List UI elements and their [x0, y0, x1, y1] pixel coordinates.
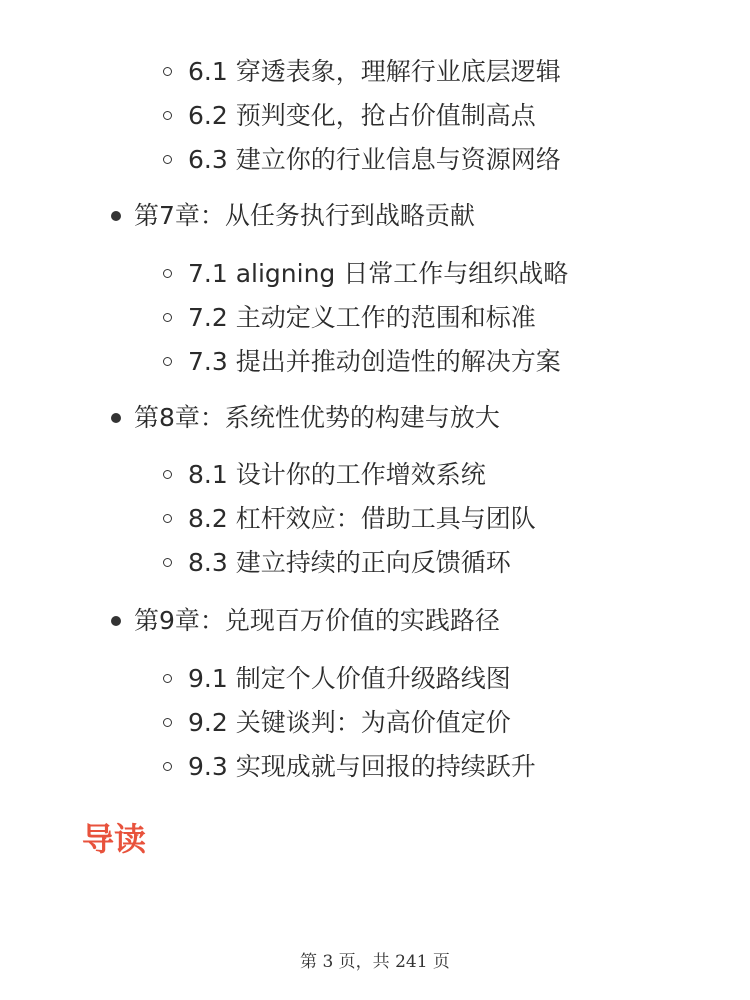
section-heading-introduction: 导读	[82, 820, 147, 858]
toc-section-9-3[interactable]	[0, 745, 750, 789]
section-label: 7.3 提出并推动创造性的解决方案	[188, 347, 561, 376]
hollow-bullet-icon	[163, 313, 172, 322]
toc-section-7-2[interactable]	[0, 296, 750, 340]
toc-section-7-1[interactable]	[0, 252, 750, 296]
hollow-bullet-icon	[163, 155, 172, 164]
toc-section-6-1[interactable]	[0, 50, 750, 94]
section-label: 9.2 关键谈判：为高价值定价	[188, 708, 511, 737]
toc-section-7-3[interactable]	[0, 340, 750, 384]
toc-section-9-2[interactable]	[0, 701, 750, 745]
chapter-8-sections	[0, 453, 750, 585]
section-label: 8.2 杠杆效应：借助工具与团队	[188, 504, 536, 533]
toc-chapter-7[interactable]	[0, 194, 750, 238]
hollow-bullet-icon	[163, 111, 172, 120]
section-label: 9.3 实现成就与回报的持续跃升	[188, 752, 536, 781]
toc-chapter-8[interactable]	[0, 396, 750, 440]
toc-chapter-9[interactable]	[0, 599, 750, 643]
hollow-bullet-icon	[163, 514, 172, 523]
hollow-bullet-icon	[163, 269, 172, 278]
section-label: 7.1 aligning 日常工作与组织战略	[188, 259, 569, 288]
toc-section-6-3[interactable]	[0, 138, 750, 182]
section-label: 6.1 穿透表象，理解行业底层逻辑	[188, 57, 561, 86]
chapter-title: 第9章：兑现百万价值的实践路径	[134, 606, 500, 635]
toc-section-8-3[interactable]	[0, 541, 750, 585]
bullet-dot-icon	[111, 211, 121, 221]
page-number-footer: 第 3 页，共 241 页	[300, 952, 450, 972]
hollow-bullet-icon	[163, 558, 172, 567]
chapter-title: 第7章：从任务执行到战略贡献	[134, 201, 475, 230]
hollow-bullet-icon	[163, 762, 172, 771]
toc-section-6-2[interactable]	[0, 94, 750, 138]
toc-section-8-2[interactable]	[0, 497, 750, 541]
chapter-6-sections	[0, 50, 750, 182]
chapter-7-sections	[0, 252, 750, 384]
chapter-title: 第8章：系统性优势的构建与放大	[134, 403, 500, 432]
toc-section-8-1[interactable]	[0, 453, 750, 497]
chapter-9-sections	[0, 657, 750, 789]
hollow-bullet-icon	[163, 470, 172, 479]
hollow-bullet-icon	[163, 67, 172, 76]
hollow-bullet-icon	[163, 718, 172, 727]
section-label: 6.3 建立你的行业信息与资源网络	[188, 145, 561, 174]
toc-section-9-1[interactable]	[0, 657, 750, 701]
section-label: 6.2 预判变化，抢占价值制高点	[188, 101, 536, 130]
hollow-bullet-icon	[163, 674, 172, 683]
bullet-dot-icon	[111, 413, 121, 423]
section-label: 7.2 主动定义工作的范围和标准	[188, 303, 536, 332]
section-label: 8.3 建立持续的正向反馈循环	[188, 548, 511, 577]
section-label: 8.1 设计你的工作增效系统	[188, 460, 486, 489]
hollow-bullet-icon	[163, 357, 172, 366]
bullet-dot-icon	[111, 616, 121, 626]
section-label: 9.1 制定个人价值升级路线图	[188, 664, 511, 693]
